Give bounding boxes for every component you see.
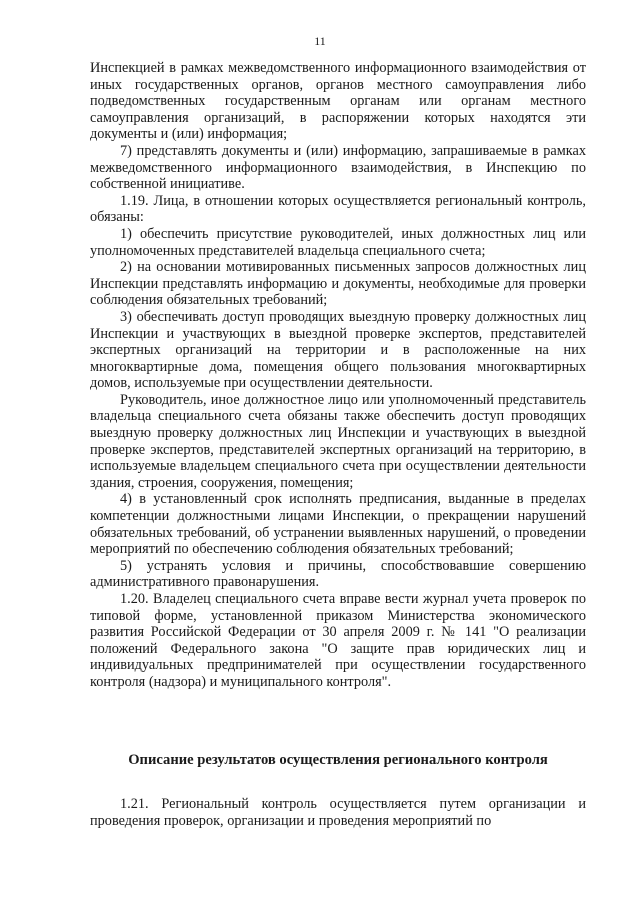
paragraph: 3) обеспечивать доступ проводящих выездную проверку должностных лиц Инспекции и участвующих в выездной проверке экспертов, представителей экспертных организаций на территории и в расположенные на них многоквартирные дома, помещения общего пользования многоквартирных домов, используемые при осуществлении деятельности. — [90, 308, 586, 392]
section-text — [90, 796, 586, 829]
paragraph: Руководитель, иное должностное лицо или уполномоченный представитель владельца специального счета обязаны также обеспечить доступ проводящих выездную проверку должностных лиц Инспекции и участвующих в выездной проверке экспертов, представителей экспертных организаций на территорию, в используемые владельцем специального счета при осуществлении деятельности здания, строения, сооружения, помещения; — [90, 391, 586, 491]
paragraph: Инспекцией в рамках межведомственного информационного взаимодействия от иных государственных органов, органов местного самоуправления либо подведомственных государственным органам или органам местного самоуправления организаций, в распоряжении которых находятся эти документы и (или) информация; — [90, 60, 586, 143]
paragraph: 5) устранять условия и причины, способствовавшие совершению административного правонарушения. — [90, 557, 586, 591]
paragraph: 4) в установленный срок исполнять предписания, выданные в пределах компетенции должностными лицами Инспекции, о прекращении нарушений обязательных требований, об устранении выявленных нарушений, о проведении мероприятий по обеспечению соблюдения обязательных требований; — [90, 491, 586, 558]
paragraph: 1.21. Региональный контроль осуществляется путем организации и проведения проверок, организации и проведения мероприятий по — [90, 796, 586, 829]
paragraph: 1.19. Лица, в отношении которых осуществляется региональный контроль, обязаны: — [90, 192, 586, 226]
paragraph: 7) представлять документы и (или) информацию, запрашиваемые в рамках межведомственного информационного взаимодействия, в Инспекцию по собственной инициативе. — [90, 142, 586, 193]
page-number: 11 — [314, 34, 326, 48]
body-text — [90, 60, 586, 691]
section-heading: Описание результатов осуществления регионального контроля — [128, 752, 548, 768]
paragraph: 2) на основании мотивированных письменных запросов должностных лиц Инспекции представлять информацию и документы, необходимые для проверки соблюдения обязательных требований; — [90, 259, 586, 309]
paragraph: 1) обеспечить присутствие руководителей, иных должностных лиц или уполномоченных представителей владельца специального счета; — [90, 225, 586, 259]
paragraph: 1.20. Владелец специального счета вправе вести журнал учета проверок по типовой форме, установленной приказом Министерства экономического развития Российской Федерации от 30 апреля 2009 г. № 141 "О реализации положений Федерального закона "О защите прав юридических лиц и индивидуальных предпринимателей при осуществлении государственного контроля (надзора) и муниципального контроля". — [90, 591, 586, 690]
